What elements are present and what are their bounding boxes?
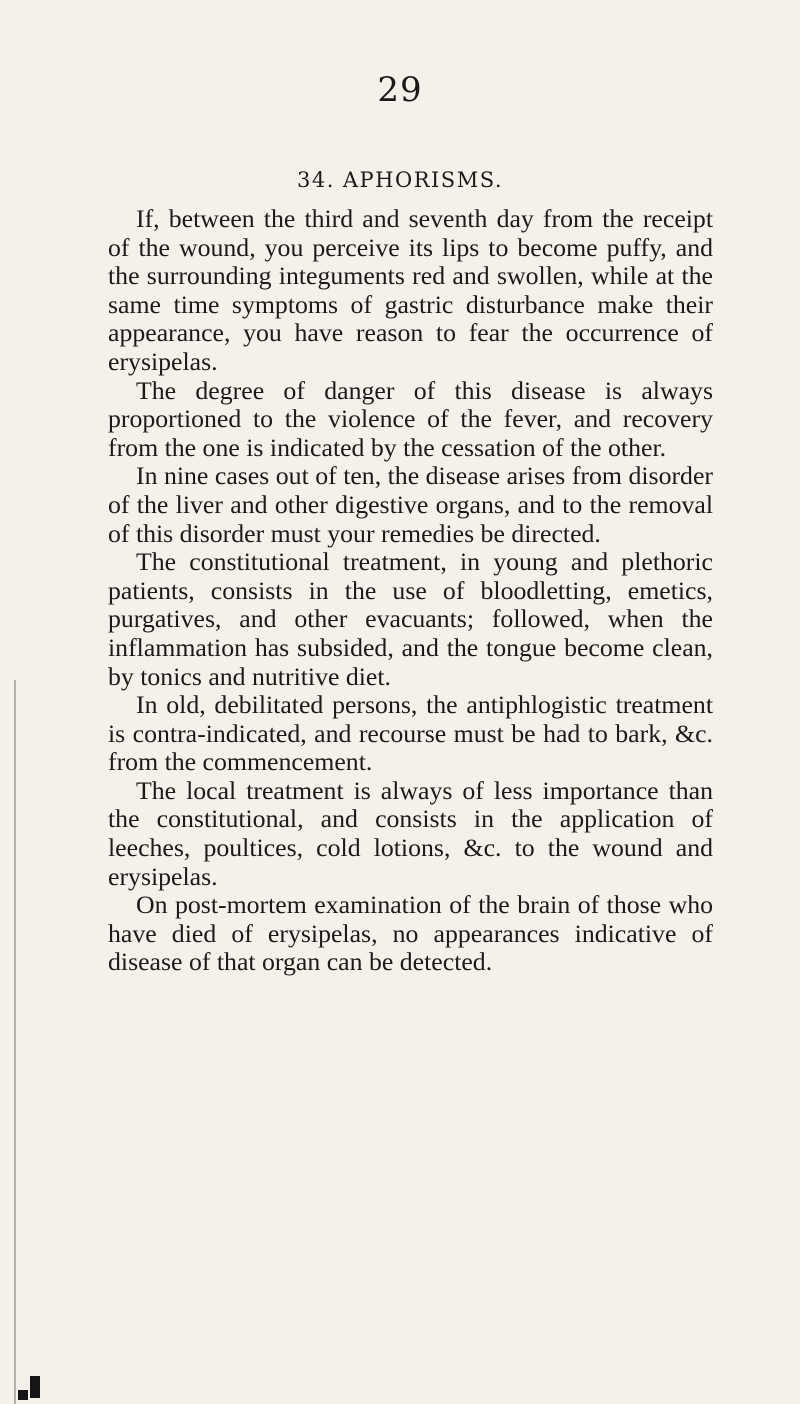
binding-edge-shadow [14, 680, 16, 1404]
paragraph: The constitutional treatment, in young and plethoric patients, consists in the use of bloodletting, emetics, purgatives, and other evacuants; followed, when the inflammation has subsided, and the tongue become clean, by tonics and nutritive diet. [108, 547, 713, 691]
body-text [108, 205, 713, 977]
paragraph: The local treatment is always of less importance than the constitutional, and consists in the application of leeches, poultices, cold lotions, &c. to the wound and erysipelas. [108, 775, 713, 891]
paragraph: In nine cases out of ten, the disease arises from disorder of the liver and other digestive organs, and to the removal of this disorder must your remedies be directed. [108, 461, 713, 548]
section-title: APHORISMS. [342, 168, 504, 192]
running-head [0, 168, 800, 192]
paragraph: The degree of danger of this disease is always proportioned to the violence of the fever, and recovery from the one is indicated by the cessation of the other. [108, 375, 713, 462]
paragraph: In old, debilitated persons, the antiphlogistic treatment is contra-indicated, and recourse must be had to bark, &c. from the commencement. [108, 690, 713, 777]
page-number: 29 [377, 70, 423, 110]
paragraph: On post-mortem examination of the brain of those who have died of erysipelas, no appearances indicative of disease of that organ can be detected. [108, 890, 713, 977]
scan-edge-mark [30, 1376, 40, 1398]
scan-edge-mark [18, 1390, 28, 1400]
paragraph: If, between the third and seventh day from the receipt of the wound, you perceive its lips to become puffy, and the surrounding integuments red and swollen, while at the same time symptoms of gastric disturbance make their appearance, you have reason to fear the occurrence of erysipelas. [108, 204, 713, 376]
section-number: 34. [296, 168, 335, 192]
